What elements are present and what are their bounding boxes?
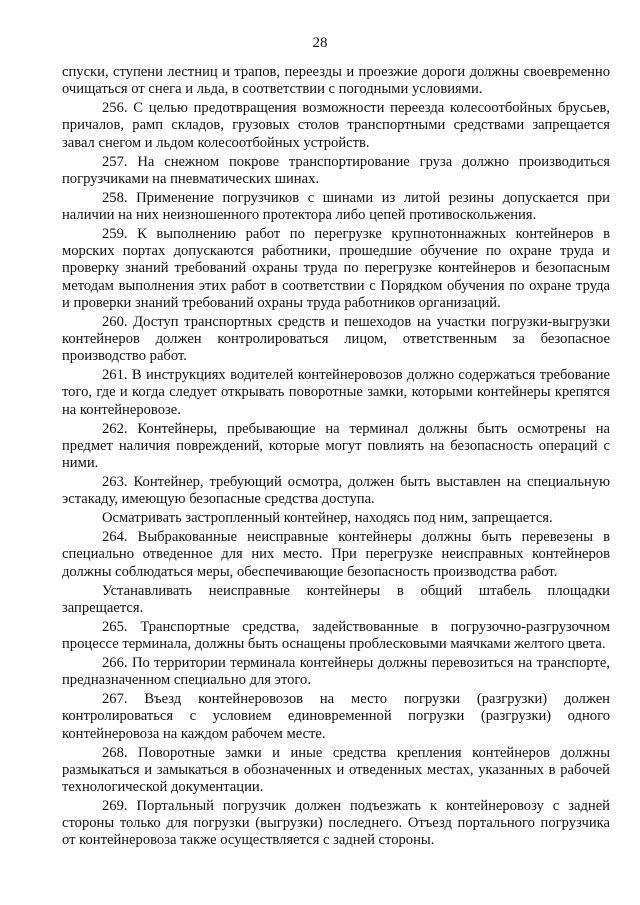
paragraph-259: 259. К выполнению работ по перегрузке крупнотоннажных контейнеров в морских портах допускаются работники, прошедшие обучение по охране труда и проверку знаний требований охраны труда по перегрузке контейнеров и безопасным методам выполнения этих работ в соответствии с Порядком обучения по охране труда и проверки знаний требований охраны труда работников организаций. — [62, 226, 610, 311]
paragraph-263-note: Осматривать застропленный контейнер, находясь под ним, запрещается. — [102, 510, 553, 527]
paragraph-257: 257. На снежном покрове транспортирование груза должно производиться погрузчиками на пневматических шинах. — [62, 153, 610, 187]
paragraph-continuation: спуски, ступени лестниц и трапов, переезды и проезжие дороги должны своевременно очищаться от снега и льда, в соответствии с погодными условиями. — [62, 64, 610, 98]
document-body — [62, 64, 610, 850]
paragraph-264-note: Устанавливать неисправные контейнеры в общий штабель площадки запрещается. — [62, 582, 610, 616]
paragraph-261: 261. В инструкциях водителей контейнеровозов должно содержаться требование того, где и когда следует открывать поворотные замки, которыми контейнеры крепятся на контейнеровозе. — [62, 367, 610, 418]
paragraph-265: 265. Транспортные средства, задействованные в погрузочно-разгрузочном процессе терминала, должны быть оснащены проблесковыми маячками желтого цвета. — [62, 618, 610, 653]
paragraph-266: 266. По территории терминала контейнеры должны перевозиться на транспорте, предназначенном специально для этого. — [62, 655, 610, 689]
paragraph-269: 269. Портальный погрузчик должен подъезжать к контейнеровозу с задней стороны только для погрузки (выгрузки) последнего. Отъезд портального погрузчика от контейнеровоза также осуществляется с задней стороны. — [62, 798, 610, 849]
paragraph-260: 260. Доступ транспортных средств и пешеходов на участки погрузки-выгрузки контейнеров должен контролироваться лицом, ответственным за безопасное производство работ. — [62, 313, 610, 365]
paragraph-267: 267. Въезд контейнеровозов на место погрузки (разгрузки) должен контролироваться с условием единовременной погрузки (разгрузки) одного контейнеровоза на каждом рабочем месте. — [62, 691, 610, 742]
paragraph-256: 256. С целью предотвращения возможности переезда колесоотбойных брусьев, причалов, рамп складов, грузовых столов транспортными средствами запрещается завал снегом и льдом колесоотбойных устройств. — [62, 100, 610, 151]
page-number: 28 — [312, 35, 328, 51]
paragraph-263: 263. Контейнер, требующий осмотра, должен быть выставлен на специальную эстакаду, имеющую безопасные средства доступа. — [62, 474, 610, 508]
paragraph-268: 268. Поворотные замки и иные средства крепления контейнеров должны размыкаться и замыкаться в обозначенных и отведенных местах, указанных в рабочей технологической документации. — [62, 744, 610, 796]
paragraph-264: 264. Выбракованные неисправные контейнеры должны быть перевезены в специально отведенное для них место. При перегрузке неисправных контейнеров должны соблюдаться меры, обеспечивающие безопасность производства работ. — [62, 529, 610, 580]
paragraph-262: 262. Контейнеры, пребывающие на терминал должны быть осмотрены на предмет наличия повреждений, которые могут повлиять на безопасность операций с ними. — [62, 420, 610, 472]
paragraph-258: 258. Применение погрузчиков с шинами из литой резины допускается при наличии на них неизношенного протектора либо цепей противоскольжения. — [62, 189, 610, 224]
